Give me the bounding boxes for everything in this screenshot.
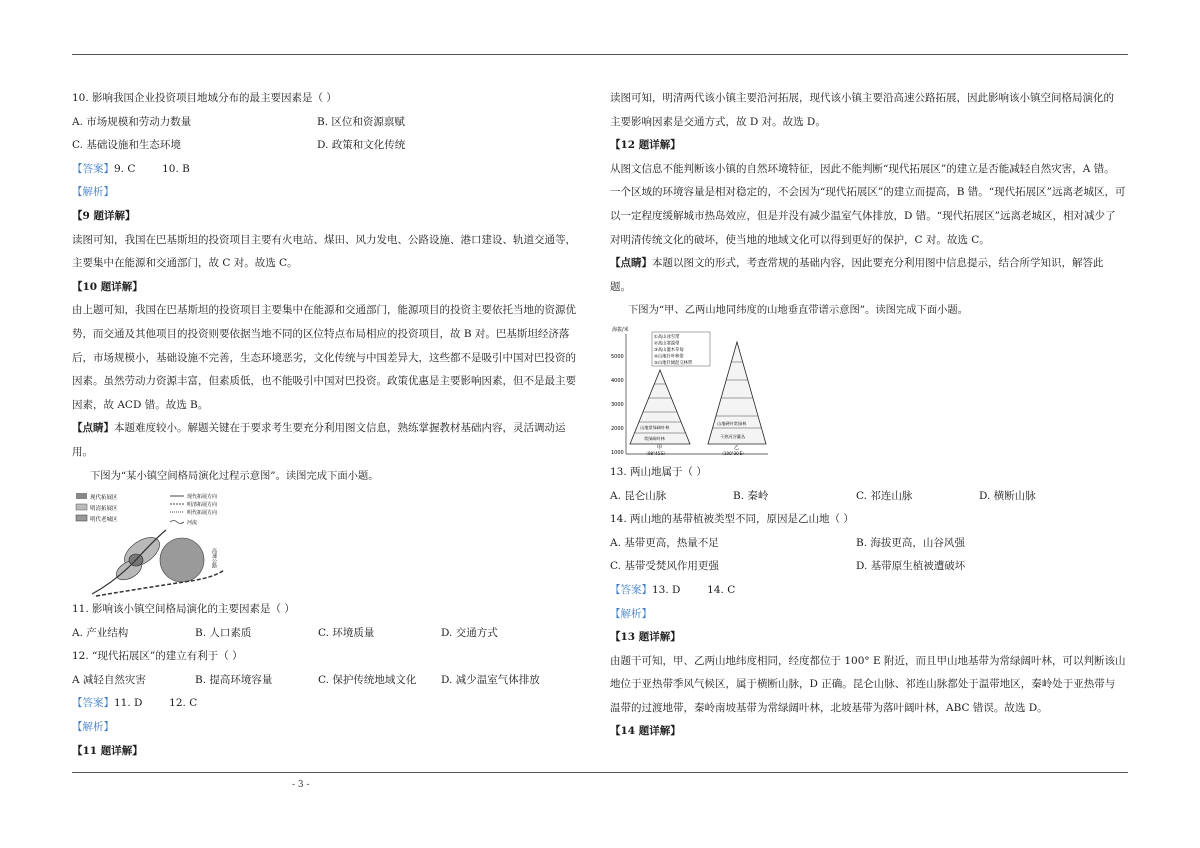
q14-option-c: C. 基带受焚风作用更强 [610, 560, 719, 573]
q9-detail-line: 读图可知，我国在巴基斯坦的投资项目主要有火电站、煤田、风力发电、公路设施、港口建设、轨道交通等， [72, 233, 576, 246]
q10-stem: 10. 影响我国企业投资项目地域分布的最主要因素是（ ） [72, 92, 337, 104]
q10-detail-line: 由上题可知，我国在巴基斯坦的投资项目主要集中在能源和交通部门，能源项目的投资主要依托当地的资源优 [72, 304, 576, 317]
answer-label: 【答案】 [72, 697, 114, 710]
q12-detail-line: 以一定程度缓解城市热岛效应，但是并没有减少温室气体排放，D 错。“现代拓展区”远离老城区，相对减少了 [610, 209, 1116, 222]
legend-right: 河流 [187, 520, 198, 527]
q9-detail-line: 主要集中在能源和交通部门，故 C 对。故选 C。 [72, 257, 298, 270]
legend-swatch-oldtown [76, 515, 87, 521]
answer-11-12 [72, 692, 592, 716]
q13-detail-line: 由题干可知，甲、乙两山地纬度相同，经度都位于 100° E 附近，而且甲山地基带为常绿阔叶林，可以判断该山 [610, 654, 1126, 667]
q12-option-a: A 减轻自然灾害 [72, 673, 146, 686]
q10-option-a: A. 市场规模和劳动力数量 [72, 115, 192, 128]
jia-coord: （98°45′E） [644, 450, 668, 456]
tip-1 [72, 417, 592, 441]
q14-detail-heading: 【14 题详解】 [610, 725, 681, 738]
q13-detail-heading: 【13 题详解】 [610, 631, 681, 644]
q14-option-d: D. 基带原生植被遭破坏 [856, 560, 966, 573]
tip-2-line: 题。 [610, 280, 631, 293]
q14-options-row2 [610, 555, 1130, 579]
q10-detail-line: 因素。虽然劳动力资源丰富，但素质低，也不能吸引中国对巴投资。政策优惠是主要影响因素，但不是最主要 [72, 375, 576, 388]
legend-item: ①高山冰雪带 [654, 334, 680, 340]
yi-coord: （100°30′E） [720, 450, 747, 456]
q10-option-c: C. 基础设施和生态环境 [72, 139, 181, 152]
q10-detail-heading: 【10 题详解】 [72, 280, 143, 293]
jia-base-zone: 常绿阔叶林 [644, 435, 665, 441]
town-evolution-figure [72, 488, 592, 598]
q12-detail-line: 从图文信息不能判断该小镇的自然环境特征，因此不能判断“现代拓展区”的建立是否能减轻自然灾害，A 错。 [610, 162, 1115, 175]
q11-option-b: B. 人口素质 [195, 626, 252, 639]
y-tick: 3000 [611, 401, 624, 408]
legend-mingqing: 明清拓展区 [90, 506, 118, 513]
legend-right: 明清拓展方向 [187, 502, 218, 509]
q11-stem: 11. 影响该小镇空间格局演化的主要因素是（ ） [72, 603, 295, 616]
right-column [610, 87, 1130, 744]
legend-swatch-modern [76, 493, 87, 499]
q10-options-row2 [72, 134, 592, 158]
q12-detail-line: 一个区域的环境容量是相对稳定的，不会因为“现代拓展区”的建立而提高，B 错。“现代拓展区”远离老城区，可 [610, 186, 1126, 199]
q10-detail-line: 势，而交通及其他项目的投资则要依据当地不同的区位特点布局相应的投资项目，故 B 对。巴基斯坦经济落 [72, 327, 570, 340]
vertical-zonation-figure [610, 323, 1130, 461]
answer-9-10 [72, 158, 592, 182]
q14-option-a: A. 基带更高，热量不足 [610, 536, 719, 549]
answer-13-14 [610, 579, 1130, 603]
q13-option-c: C. 祁连山脉 [856, 489, 913, 502]
legend-right: 现代拓展方向 [187, 494, 218, 501]
legend-item: ⑤山地针阔混交林带 [654, 360, 693, 366]
q13-detail-line: 温带的过渡地带，秦岭南坡基带为常绿阔叶林，北坡基带为落叶阔叶林，ABC 错误。故选 D。 [610, 701, 1048, 714]
q12-options [72, 669, 592, 693]
q10-option-d: D. 政策和文化传统 [317, 139, 406, 152]
q10-detail-line: 因素，故 ACD 错。故选 B。 [72, 398, 209, 411]
vertical-zonation-chart [610, 324, 770, 458]
modern-district [160, 538, 204, 582]
tip-2 [610, 252, 1130, 276]
q13-stem: 13. 两山地属于（ ） [610, 465, 707, 478]
tip-text: 本题难度较小。解题关键在于要求考生要充分利用图文信息，熟练掌握教材基础内容，灵活调动运 [114, 422, 566, 435]
yi-label: 乙 [734, 444, 740, 451]
q14-options-row1 [610, 532, 1130, 556]
analysis-label: 【解析】 [72, 186, 114, 199]
jia-label: 甲 [657, 444, 663, 451]
legend-river [170, 521, 184, 524]
q12-option-b: B. 提高环境容量 [195, 673, 273, 686]
y-tick: 1000 [611, 449, 624, 456]
legend-item: ③高山灌木草甸 [654, 347, 684, 353]
town-evolution-map [74, 490, 234, 598]
yi-base-zone: 山地硬叶常绿林 [717, 420, 747, 426]
tip-text: 本题以图文的形式，考查常规的基础内容，因此要充分利用图中信息提示，结合所学知识，解答此 [652, 257, 1104, 270]
q11-options [72, 622, 592, 646]
top-rule [72, 54, 1128, 55]
mountain-yi [708, 342, 766, 444]
answer-text: 9. C 10. B [114, 162, 190, 175]
tip-label: 【点睛】 [610, 257, 652, 270]
q11-option-d: D. 交通方式 [441, 626, 498, 639]
bottom-rule [72, 772, 1128, 773]
q12-option-c: C. 保护传统地域文化 [318, 673, 417, 686]
answer-label: 【答案】 [72, 162, 114, 175]
q13-option-b: B. 秦岭 [733, 489, 769, 502]
analysis-label: 【解析】 [72, 721, 114, 734]
q13-option-d: D. 横断山脉 [979, 489, 1036, 502]
yi-base-zone: 干热河谷灌丛 [720, 433, 746, 439]
q14-stem: 14. 两山地的基带植被类型不同，原因是乙山地（ ） [610, 513, 854, 526]
figure1-intro: 下图为“某小镇空间格局演化过程示意图”。读图完成下面小题。 [90, 469, 379, 482]
tip-1-line: 用。 [72, 445, 93, 458]
legend-oldtown: 明代老城区 [90, 517, 118, 524]
legend-item: ②高山寒漠带 [654, 341, 680, 347]
legend-modern: 现代拓展区 [90, 495, 118, 502]
q12-option-d: D. 减少温室气体排放 [441, 673, 540, 686]
q12-detail-heading: 【12 题详解】 [610, 139, 681, 152]
q12-stem: 12. “现代拓展区”的建立有利于（ ） [72, 650, 243, 663]
answer-text: 13. D 14. C [652, 583, 736, 596]
q11-detail-line: 主要影响因素是交通方式，故 D 对。故选 D。 [610, 115, 826, 128]
legend-swatch-mingqing [76, 504, 87, 510]
q10-options-row1 [72, 111, 592, 135]
legend-right: 明代拓展方向 [187, 510, 218, 517]
q11-detail-heading: 【11 题详解】 [72, 744, 143, 757]
analysis-label: 【解析】 [610, 607, 652, 620]
y-axis-title: 海拔/米 [612, 326, 629, 333]
q13-option-a: A. 昆仑山脉 [610, 489, 667, 502]
q10-option-b: B. 区位和资源禀赋 [317, 115, 405, 128]
answer-text: 11. D 12. C [114, 697, 198, 710]
page-number: - 3 - [292, 780, 310, 790]
q11-option-c: C. 环境质量 [318, 626, 375, 639]
y-tick: 2000 [611, 425, 624, 432]
highway-label: 高速公路 [211, 548, 217, 569]
q10-detail-line: 后，市场规模小，基础设施不完善，生态环境恶劣，文化传统与中国差异大，这些都不是吸引中国对巴投资的 [72, 351, 576, 364]
highway [96, 570, 224, 596]
q13-options [610, 485, 1130, 509]
q13-detail-line: 地位于亚热带季风气候区，属于横断山脉，D 正确。昆仑山脉、祁连山脉都处于温带地区，秦岭处于亚热带与 [610, 678, 1116, 691]
q9-detail-heading: 【9 题详解】 [72, 209, 136, 222]
jia-base-zone: 山地常绿阔叶林 [640, 424, 670, 430]
answer-label: 【答案】 [610, 583, 652, 596]
figure2-intro: 下图为“甲、乙两山地同纬度的山地垂直带谱示意图”。读图完成下面小题。 [628, 304, 969, 317]
q11-detail-line: 读图可知，明清两代该小镇主要沿河拓展，现代该小镇主要沿高速公路拓展，因此影响该小镇空间格局演化的 [610, 92, 1114, 104]
left-column [72, 87, 592, 763]
y-tick: 5000 [611, 353, 624, 360]
q14-option-b: B. 海拔更高，山谷风强 [856, 536, 965, 549]
y-tick: 4000 [611, 377, 624, 384]
q11-option-a: A. 产业结构 [72, 626, 129, 639]
tip-label: 【点睛】 [72, 422, 114, 435]
q12-detail-line: 对明清传统文化的破坏，使当地的地域文化可以得到更好的保护，C 对。故选 C。 [610, 233, 990, 246]
legend-item: ④山地针叶林带 [654, 354, 684, 360]
